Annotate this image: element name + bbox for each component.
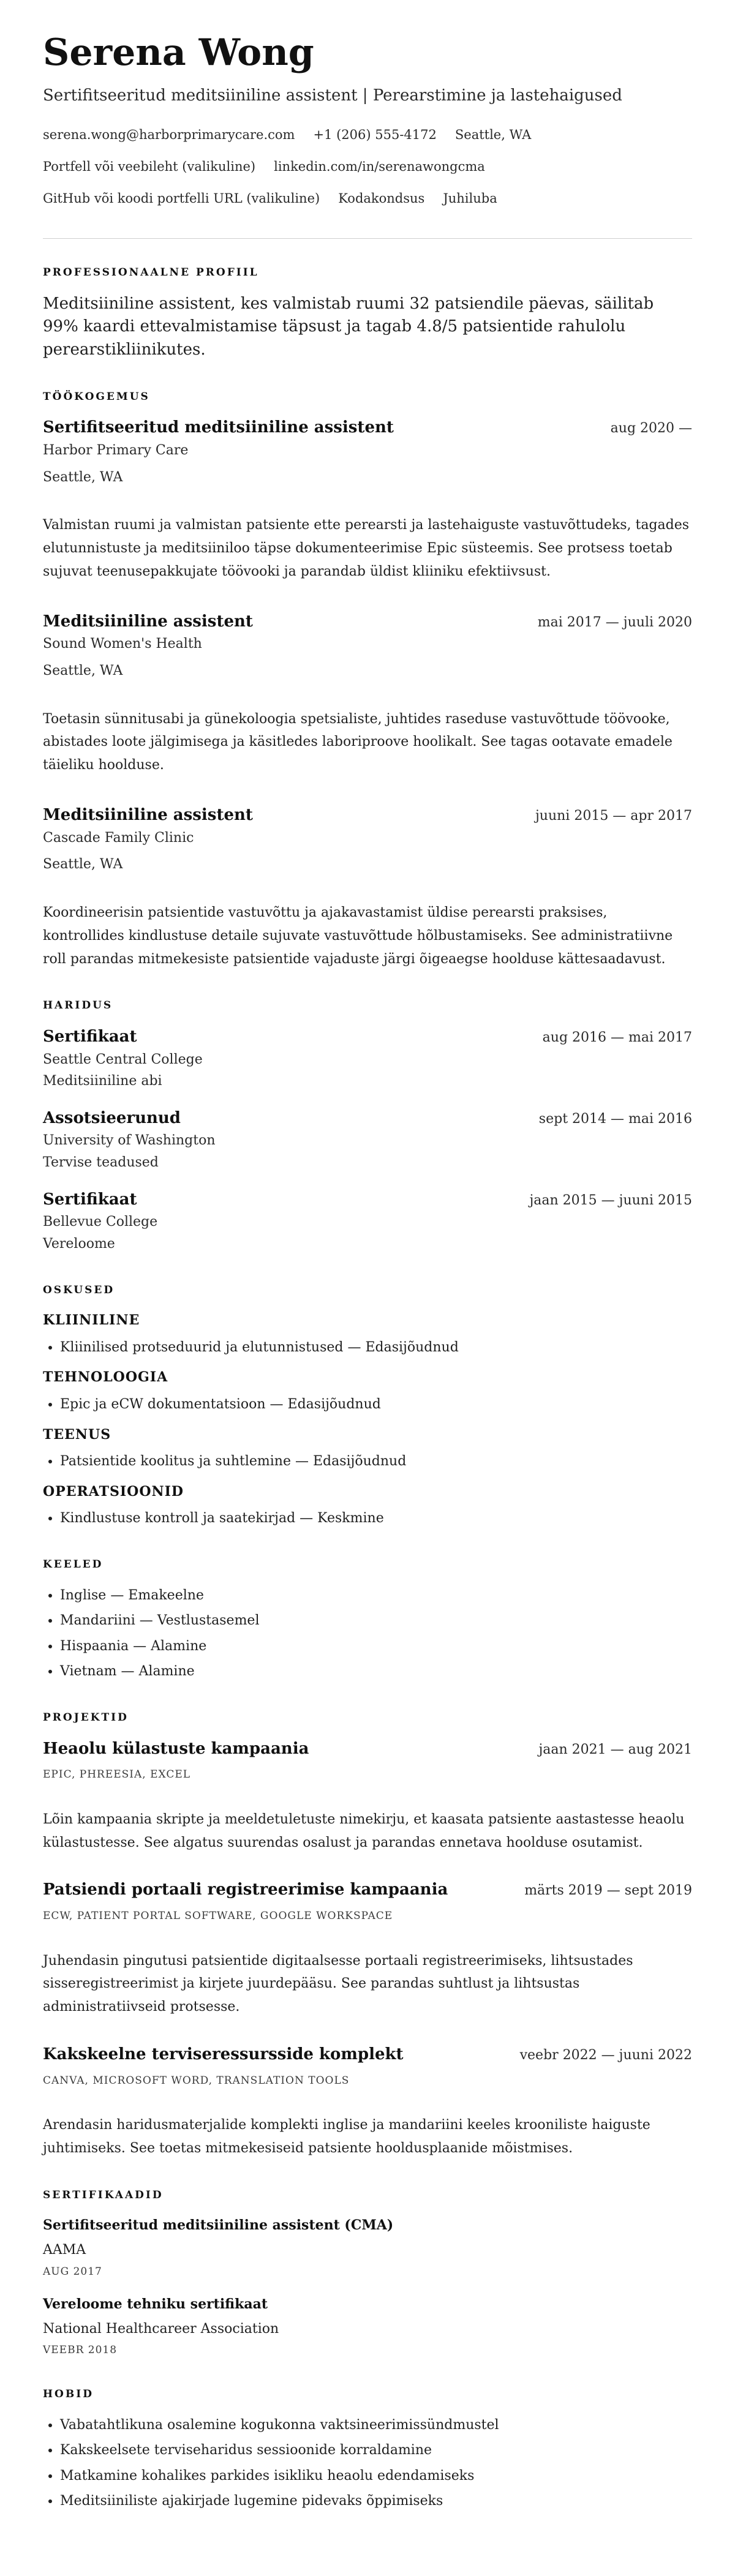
project-description: Lõin kampaania skripte ja meeldetuletuste nimekirju, et kaasata patsiente aastastesse heaolu külastustesse. See algatus suurendas osalust ja parandas ennetava hoolduse osutamist.: [43, 1811, 685, 1850]
location-text: Seattle, WA: [454, 127, 532, 143]
field-of-study: Vereloome: [43, 1236, 115, 1252]
job-title: Sertifitseeritud meditsiiniline assistent: [43, 418, 394, 437]
skill-group: [43, 1310, 692, 1358]
skill-category: TEHNOLOOGIA: [43, 1369, 168, 1386]
section-title: OSKUSED: [43, 1283, 115, 1296]
candidate-headline: Sertifitseeritud meditsiiniline assistent | Perearstimine ja lastehaigused: [43, 86, 622, 105]
languages-section: [43, 1556, 692, 1683]
entry-header: [43, 610, 692, 634]
projects-section: [43, 1710, 692, 2160]
project-tech: CANVA, MICROSOFT WORD, TRANSLATION TOOLS: [43, 2074, 350, 2087]
hobby-item: • Matkamine kohalikes parkides isikliku heaolu edendamiseks: [60, 2465, 692, 2487]
education-dates: jaan 2015 — juuni 2015: [529, 1192, 692, 1208]
project-dates: jaan 2021 — aug 2021: [538, 1741, 692, 1757]
job-location: Seattle, WA: [43, 857, 123, 873]
certifications-section: [43, 2187, 692, 2359]
skills-section: [43, 1282, 692, 1530]
section-title: TÖÖKOGEMUS: [43, 390, 150, 403]
employer-name: Cascade Family Clinic: [43, 830, 194, 846]
resume-header: [43, 32, 692, 209]
hobby-item: • Meditsiiniliste ajakirjade lugemine pidevaks õppimiseks: [60, 2490, 692, 2512]
contact-row-links: [43, 156, 692, 177]
contact-row-extra: [43, 188, 692, 209]
language-item: • Mandariini — Vestlustasemel: [60, 1610, 692, 1632]
skill-group: [43, 1367, 692, 1415]
skill-category: OPERATSIOONID: [43, 1483, 184, 1500]
project-dates: märts 2019 — sept 2019: [524, 1883, 692, 1899]
project-name: Kakskeelne terviseressursside komplekt: [43, 2045, 404, 2064]
skill-item: • Epic ja eCW dokumentatsioon — Edasijõudnud: [60, 1394, 692, 1416]
project-name: Patsiendi portaali registreerimise kampaania: [43, 1880, 448, 1899]
entry-header: [43, 416, 692, 440]
section-title: PROJEKTID: [43, 1711, 129, 1724]
entry-header: [43, 1188, 692, 1212]
language-item: • Inglise — Emakeelne: [60, 1585, 692, 1607]
section-title: KEELED: [43, 1558, 104, 1571]
certification-issuer: AAMA: [43, 2242, 86, 2258]
entry-header: [43, 1107, 692, 1130]
license-text: Juhiluba: [443, 191, 497, 206]
candidate-name: Serena Wong: [43, 31, 314, 74]
skill-group: [43, 1481, 692, 1530]
section-title: SERTIFIKAADID: [43, 2188, 164, 2201]
certification-name: Sertifitseeritud meditsiiniline assistent (CMA): [43, 2217, 394, 2234]
language-item: • Vietnam — Alamine: [60, 1661, 692, 1683]
certification-entry: [43, 2215, 692, 2280]
skill-list: [43, 1451, 692, 1473]
hobby-item: • Vabatahtlikuna osalemine kogukonna vaktsineerimissündmustel: [60, 2414, 692, 2436]
project-entry: [43, 1738, 692, 1855]
degree-title: Assotsieerunud: [43, 1108, 181, 1127]
experience-section: [43, 389, 692, 971]
language-item: • Hispaania — Alamine: [60, 1635, 692, 1658]
certification-date: AUG 2017: [43, 2265, 102, 2278]
employer-name: Sound Women's Health: [43, 636, 202, 652]
project-dates: veebr 2022 — juuni 2022: [519, 2048, 692, 2063]
school-name: University of Washington: [43, 1133, 216, 1149]
certification-name: Vereloome tehniku sertifikaat: [43, 2296, 268, 2313]
hobby-item: • Kakskeelsete terviseharidus sessioonide korraldamine: [60, 2439, 692, 2461]
job-dates: aug 2020 —: [610, 421, 692, 437]
section-title: HARIDUS: [43, 999, 113, 1012]
experience-entry: [43, 416, 692, 583]
skill-item: • Patsientide koolitus ja suhtlemine — Edasijõudnud: [60, 1451, 692, 1473]
email-link[interactable]: serena.wong@harborprimarycare.com: [43, 127, 295, 143]
profile-summary: Meditsiiniline assistent, kes valmistab ruumi 32 patsiendile päevas, säilitab 99% kaardi ettevalmistamise täpsust ja tagab 4.8/5 patsientide rahulolu perearstikliinikutes.: [43, 294, 654, 359]
skill-list: [43, 1394, 692, 1416]
experience-entry: [43, 804, 692, 971]
education-entry: [43, 1026, 692, 1092]
section-title: HOBID: [43, 2387, 94, 2400]
job-title: Meditsiiniline assistent: [43, 612, 253, 631]
skill-category: TEENUS: [43, 1426, 111, 1443]
section-title: PROFESSIONAALNE PROFIIL: [43, 266, 259, 279]
skill-item: • Kindlustuse kontroll ja saatekirjad — Keskmine: [60, 1508, 692, 1530]
skill-group: [43, 1424, 692, 1473]
school-name: Bellevue College: [43, 1214, 158, 1230]
entry-header: [43, 804, 692, 827]
field-of-study: Meditsiiniline abi: [43, 1073, 162, 1089]
entry-header: [43, 1026, 692, 1049]
degree-title: Sertifikaat: [43, 1027, 137, 1046]
job-location: Seattle, WA: [43, 663, 123, 678]
education-entry: [43, 1188, 692, 1255]
entry-header: [43, 1738, 692, 1761]
degree-title: Sertifikaat: [43, 1190, 137, 1209]
project-tech: ECW, PATIENT PORTAL SOFTWARE, GOOGLE WORKSPACE: [43, 1910, 393, 1923]
language-list: [43, 1585, 692, 1683]
job-title: Meditsiiniline assistent: [43, 806, 253, 824]
education-entry: [43, 1107, 692, 1174]
certification-date: VEEBR 2018: [43, 2344, 118, 2357]
hobbies-section: [43, 2386, 692, 2512]
project-entry: [43, 1879, 692, 2019]
education-dates: aug 2016 — mai 2017: [542, 1029, 692, 1045]
project-description: Juhendasin pingutusi patsientide digitaalsesse portaali registreerimiseks, lihtsustades sisseregistreerimist ja kirjete juurdepääsu. See parandas suhtlust ja lihtsustas administratiivseid protsesse.: [43, 1953, 633, 2015]
employer-name: Harbor Primary Care: [43, 442, 189, 458]
job-location: Seattle, WA: [43, 469, 123, 485]
linkedin-link[interactable]: linkedin.com/in/serenawongcma: [274, 159, 485, 175]
experience-entry: [43, 610, 692, 777]
hobby-list: [43, 2414, 692, 2513]
skill-list: [43, 1508, 692, 1530]
field-of-study: Tervise teadused: [43, 1155, 159, 1171]
entry-header: [43, 2043, 692, 2067]
school-name: Seattle Central College: [43, 1051, 203, 1067]
entry-header: [43, 1879, 692, 1902]
profile-section: [43, 265, 692, 362]
project-tech: EPIC, PHREESIA, EXCEL: [43, 1768, 191, 1781]
project-entry: [43, 2043, 692, 2160]
job-dates: juuni 2015 — apr 2017: [535, 808, 692, 824]
skill-item: • Kliinilised protseduurid ja elutunnistused — Edasijõudnud: [60, 1337, 692, 1359]
skill-category: KLIINILINE: [43, 1312, 140, 1329]
citizenship-label: Kodakondsus: [338, 191, 425, 206]
header-divider: [43, 238, 692, 239]
job-description: Koordineerisin patsientide vastuvõttu ja ajakavastamist üldise perearsti praksises, kontrollides kindlustuse detaile sujuvate vastuvõttude hõlbustamiseks. See administratiivne roll parandas mitmekesiste patsientide vajaduste järgi õigeaegse hoolduse kättesaadavust.: [43, 904, 673, 967]
job-dates: mai 2017 — juuli 2020: [537, 614, 692, 630]
contact-row-primary: [43, 124, 692, 145]
project-name: Heaolu külastuste kampaania: [43, 1739, 309, 1758]
job-description: Valmistan ruumi ja valmistan patsiente ette perearsti ja lastehaiguste vastuvõttudeks, tagades elutunnistuste ja meditsiiniloo täpse dokumenteerimise Epic süsteemis. See protsess toetab sujuvat teenusepakkujate töövooki ja parandab üldist kliiniku efektiivsust.: [43, 517, 690, 579]
certification-entry: [43, 2294, 692, 2359]
job-description: Toetasin sünnitusabi ja günekoloogia spetsialiste, juhtides raseduse vastuvõttude töövooke, abistades loote jälgimisega ja käsitledes laboriproove hoolikalt. See tagas ootavate emadele täieliku hoolduse.: [43, 711, 673, 773]
project-description: Arendasin haridusmaterjalide komplekti inglise ja mandariini keeles krooniliste haiguste juhtimiseks. See toetas mitmekesiseid patsiente hooldusplaanide mõistmises.: [43, 2117, 650, 2157]
education-dates: sept 2014 — mai 2016: [538, 1111, 692, 1127]
education-section: [43, 997, 692, 1255]
skill-list: [43, 1337, 692, 1359]
github-link[interactable]: GitHub või koodi portfelli URL (valikuline): [43, 191, 320, 206]
phone-text: +1 (206) 555-4172: [313, 127, 437, 143]
portfolio-link[interactable]: Portfell või veebileht (valikuline): [43, 159, 256, 175]
certification-issuer: National Healthcareer Association: [43, 2321, 279, 2337]
